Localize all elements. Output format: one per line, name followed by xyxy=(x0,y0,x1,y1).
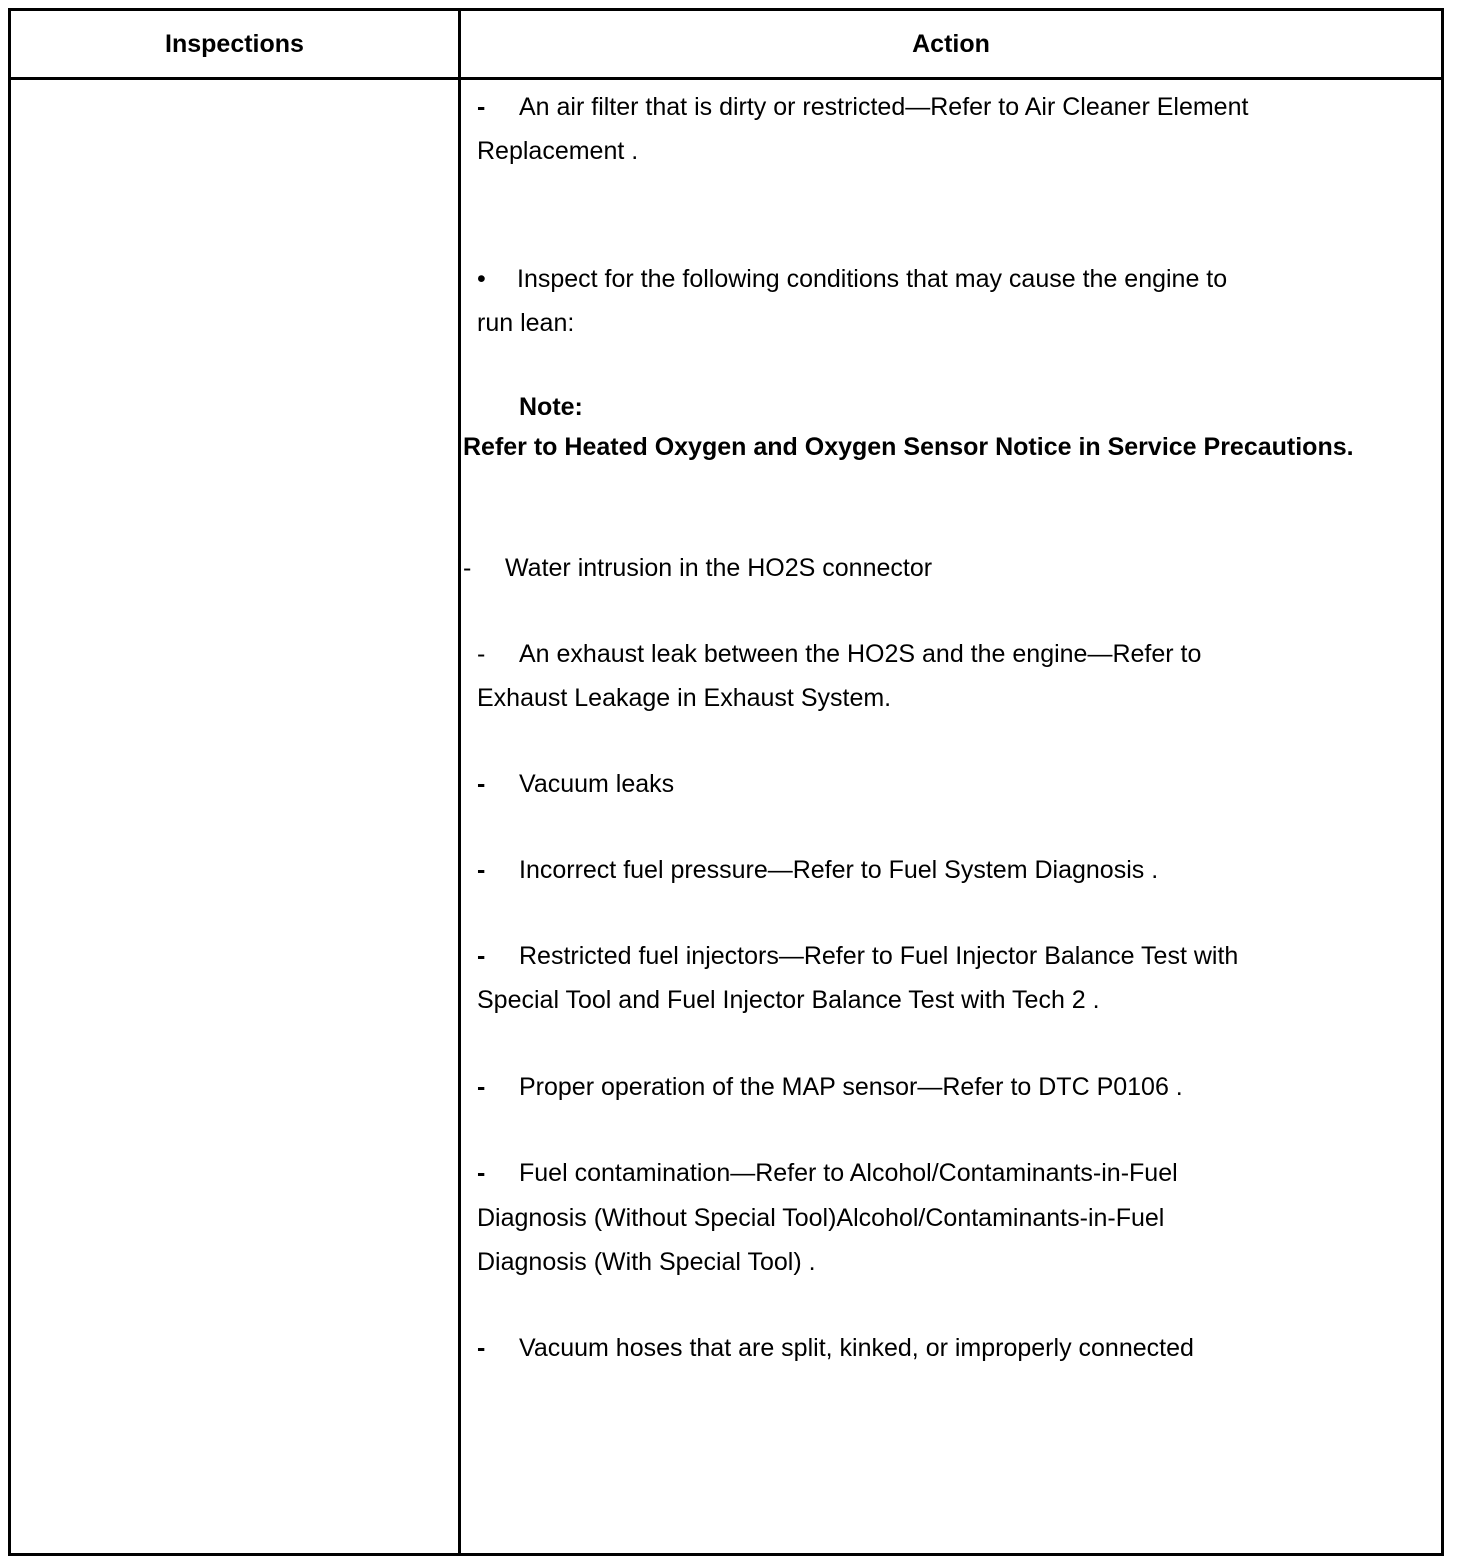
bullet-dash: - xyxy=(477,770,486,798)
item-text: Vacuum hoses that are split, kinked, or improperly connected xyxy=(519,1334,1194,1362)
item-text: Proper operation of the MAP sensor—Refer to DTC P0106 . xyxy=(519,1073,1183,1101)
action-item-fuel-injectors-cont: Special Tool and Fuel Injector Balance Test with Tech 2 . xyxy=(477,986,1100,1014)
action-item-map-sensor xyxy=(477,1065,1183,1109)
action-item-fuel-pressure xyxy=(477,848,1158,892)
bullet-dash: - xyxy=(463,554,472,582)
inspection-table xyxy=(8,8,1444,1556)
action-item-fuel-injectors xyxy=(477,934,1238,978)
inspections-header: Inspections xyxy=(165,30,304,58)
bullet-dash: - xyxy=(477,1073,486,1101)
item-text: Vacuum leaks xyxy=(519,770,675,798)
bullet-dash: - xyxy=(477,640,486,668)
action-item-fuel-contamination-cont2: Diagnosis (With Special Tool) . xyxy=(477,1248,816,1276)
bullet-dash: - xyxy=(477,856,486,884)
action-item-fuel-contamination-cont1: Diagnosis (Without Special Tool)Alcohol/Contaminants-in-Fuel xyxy=(477,1204,1165,1232)
note-text: Refer to Heated Oxygen and Oxygen Sensor Notice in Service Precautions. xyxy=(463,433,1354,461)
bullet-dash: - xyxy=(477,942,486,970)
column-divider xyxy=(458,11,461,1553)
action-item-vacuum-leaks xyxy=(477,762,674,806)
note-label: Note: xyxy=(519,393,583,421)
action-item-exhaust-leak xyxy=(477,632,1201,676)
item-text: Inspect for the following conditions that may cause the engine to xyxy=(517,265,1228,293)
action-item-exhaust-leak-cont: Exhaust Leakage in Exhaust System. xyxy=(477,684,892,712)
action-item-air-filter xyxy=(477,85,1248,129)
action-item-vacuum-hoses xyxy=(477,1326,1194,1370)
bullet-dash: - xyxy=(477,1334,486,1362)
action-item-fuel-contamination xyxy=(477,1151,1178,1195)
item-text: Water intrusion in the HO2S connector xyxy=(505,554,933,582)
item-text: Incorrect fuel pressure—Refer to Fuel System Diagnosis . xyxy=(519,856,1159,884)
action-item-air-filter-cont: Replacement . xyxy=(477,137,639,165)
item-text: Restricted fuel injectors—Refer to Fuel Injector Balance Test with xyxy=(519,942,1239,970)
bullet-dot: • xyxy=(477,265,486,293)
action-item-inspect-lean xyxy=(477,257,1227,301)
item-text: Fuel contamination—Refer to Alcohol/Contaminants-in-Fuel xyxy=(519,1159,1178,1187)
bullet-dash: - xyxy=(477,93,486,121)
action-item-inspect-lean-cont: run lean: xyxy=(477,309,575,337)
item-text: An air filter that is dirty or restricted—Refer to Air Cleaner Element xyxy=(519,93,1249,121)
header-divider xyxy=(11,77,1441,80)
item-text: An exhaust leak between the HO2S and the engine—Refer to xyxy=(519,640,1202,668)
action-item-water-intrusion xyxy=(463,546,932,590)
bullet-dash: - xyxy=(477,1159,486,1187)
action-header: Action xyxy=(912,30,990,58)
